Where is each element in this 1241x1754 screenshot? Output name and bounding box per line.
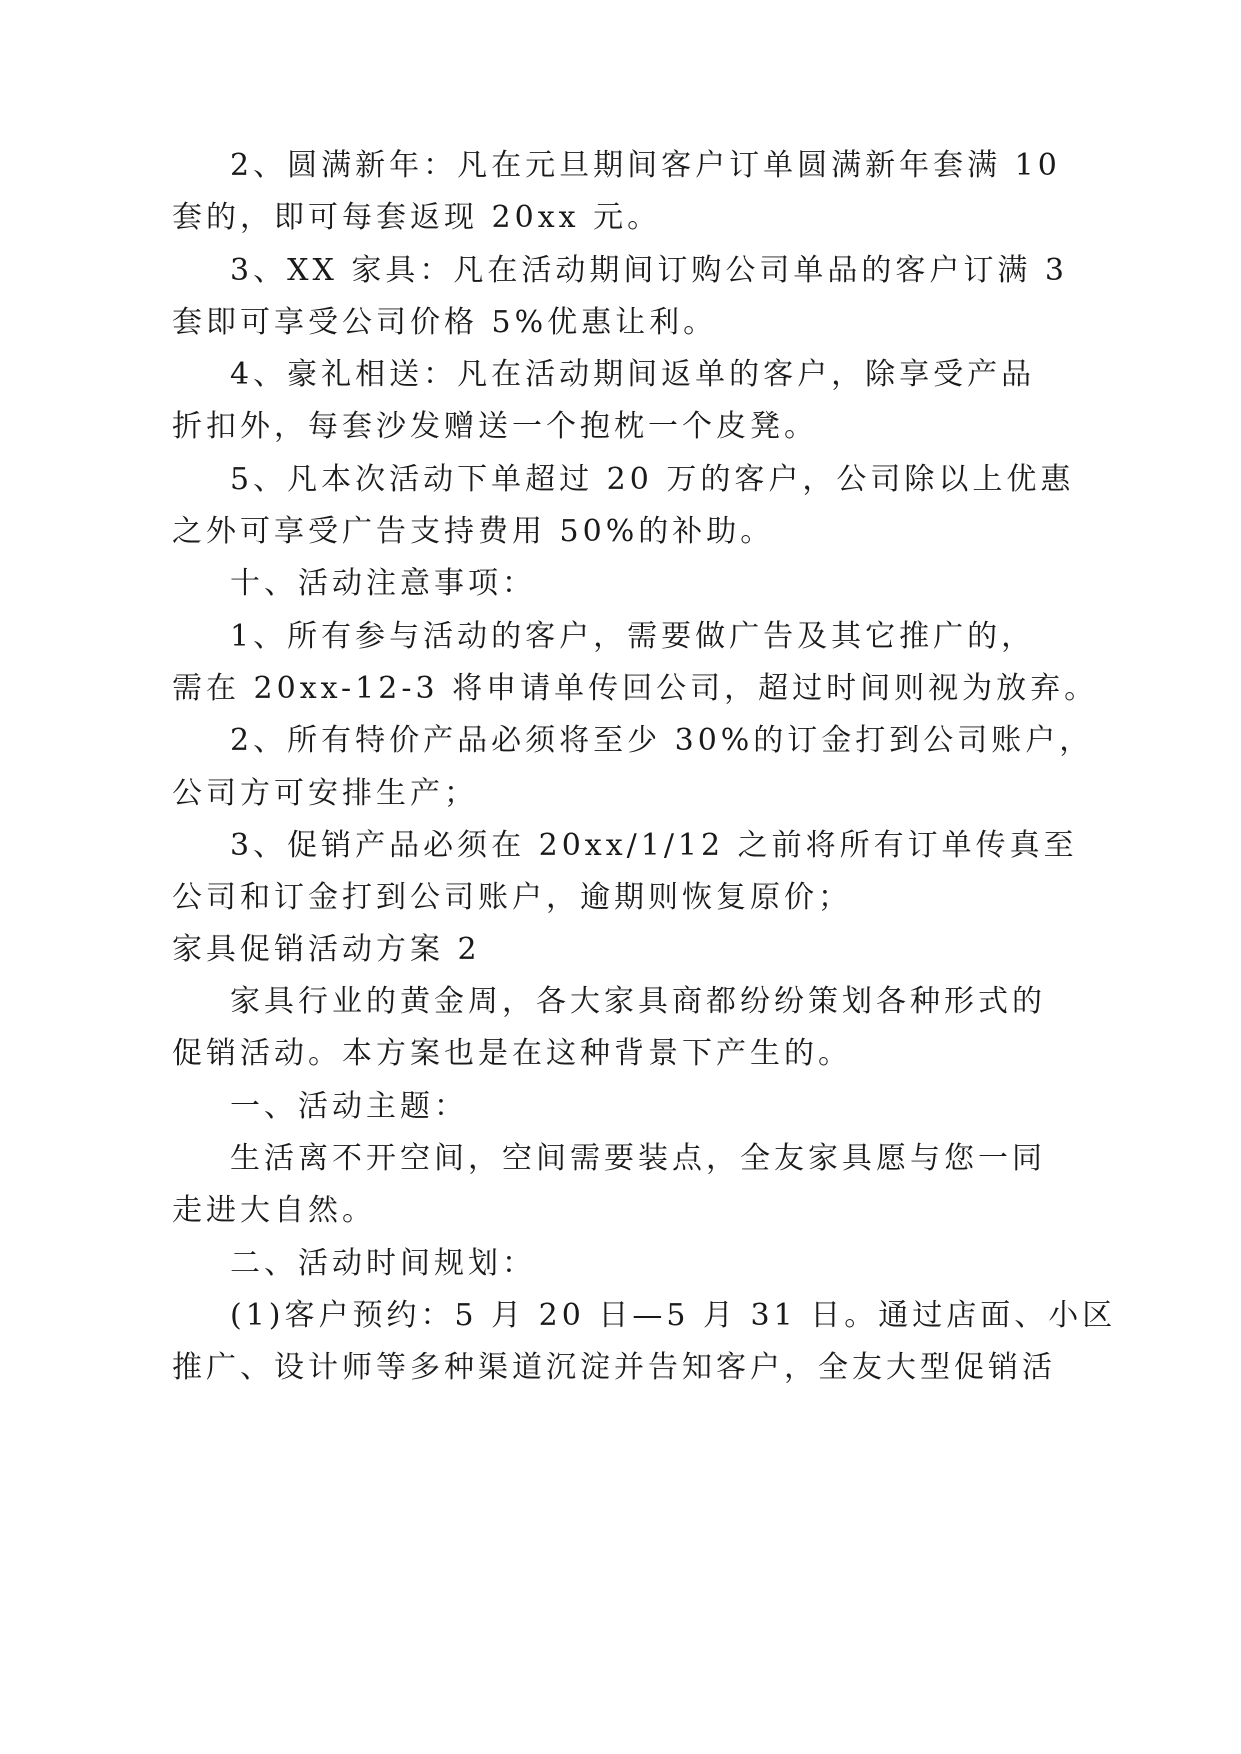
text-line: 3、促销产品必须在 20xx/1/12 之前将所有订单传真至 xyxy=(230,828,1078,863)
text-line: 公司方可安排生产； xyxy=(172,776,478,811)
text-line: 2、圆满新年：凡在元旦期间客户订单圆满新年套满 10 xyxy=(230,148,1061,183)
text-line: 走进大自然。 xyxy=(172,1193,376,1228)
text-line: 4、豪礼相送：凡在活动期间返单的客户，除享受产品 xyxy=(230,357,1036,392)
text-line: 之外可享受广告支持费用 50%的补助。 xyxy=(172,514,775,549)
text-line: 折扣外，每套沙发赠送一个抱枕一个皮凳。 xyxy=(172,409,818,444)
text-line: 家具行业的黄金周，各大家具商都纷纷策划各种形式的 xyxy=(230,984,1046,1019)
text-line: (1)客户预约：5 月 20 日—5 月 31 日。通过店面、小区 xyxy=(230,1298,1117,1333)
text-line: 套即可享受公司价格 5%优惠让利。 xyxy=(172,305,718,340)
text-line: 5、凡本次活动下单超过 20 万的客户，公司除以上优惠 xyxy=(230,462,1075,497)
document-subtitle: 家具促销活动方案 2 xyxy=(172,932,481,967)
text-line: 生活离不开空间，空间需要装点，全友家具愿与您一同 xyxy=(230,1141,1046,1176)
text-line: 2、所有特价产品必须将至少 30%的订金打到公司账户， xyxy=(230,723,1094,758)
text-line: 1、所有参与活动的客户，需要做广告及其它推广的， xyxy=(230,619,1036,654)
text-line: 促销活动。本方案也是在这种背景下产生的。 xyxy=(172,1036,852,1071)
text-line: 套的，即可每套返现 20xx 元。 xyxy=(172,200,662,235)
section-heading: 二、活动时间规划： xyxy=(230,1246,536,1281)
text-line: 3、XX 家具：凡在活动期间订购公司单品的客户订满 3 xyxy=(230,253,1068,288)
text-line: 公司和订金打到公司账户，逾期则恢复原价； xyxy=(172,880,852,915)
text-line: 需在 20xx-12-3 将申请单传回公司，超过时间则视为放弃。 xyxy=(172,671,1099,706)
section-heading: 一、活动主题： xyxy=(230,1089,468,1124)
text-line: 推广、设计师等多种渠道沉淀并告知客户，全友大型促销活 xyxy=(172,1350,1056,1385)
section-heading: 十、活动注意事项： xyxy=(230,566,536,601)
